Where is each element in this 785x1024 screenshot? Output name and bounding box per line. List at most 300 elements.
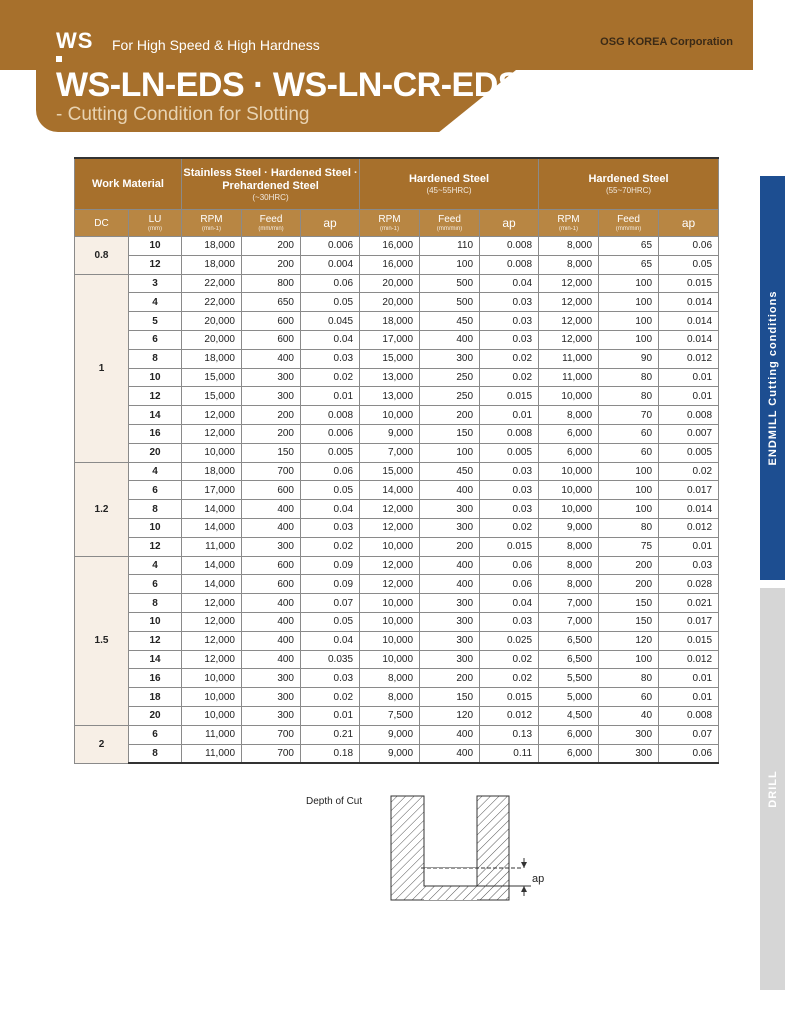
value-cell: 75 bbox=[599, 537, 659, 556]
lu-cell: 3 bbox=[129, 274, 182, 293]
value-cell: 20,000 bbox=[182, 312, 242, 331]
value-cell: 100 bbox=[599, 500, 659, 519]
value-cell: 400 bbox=[420, 744, 480, 763]
value-cell: 15,000 bbox=[360, 349, 420, 368]
value-cell: 120 bbox=[420, 706, 480, 725]
table-row bbox=[75, 725, 719, 744]
value-cell: 11,000 bbox=[182, 537, 242, 556]
value-cell: 10,000 bbox=[539, 387, 599, 406]
value-cell: 8,000 bbox=[539, 255, 599, 274]
col-header-lu: LU (mm) bbox=[129, 210, 182, 237]
value-cell: 12,000 bbox=[182, 650, 242, 669]
lu-cell: 12 bbox=[129, 631, 182, 650]
value-cell: 0.012 bbox=[659, 349, 719, 368]
table-row bbox=[75, 424, 719, 443]
value-cell: 0.21 bbox=[301, 725, 360, 744]
value-cell: 150 bbox=[420, 424, 480, 443]
value-cell: 0.01 bbox=[659, 688, 719, 707]
value-cell: 0.021 bbox=[659, 594, 719, 613]
value-cell: 14,000 bbox=[182, 556, 242, 575]
value-cell: 120 bbox=[599, 631, 659, 650]
lu-cell: 12 bbox=[129, 387, 182, 406]
value-cell: 0.03 bbox=[480, 481, 539, 500]
col-header-rpm: RPM (min-1) bbox=[182, 210, 242, 237]
value-cell: 14,000 bbox=[182, 518, 242, 537]
value-cell: 0.015 bbox=[659, 274, 719, 293]
value-cell: 0.11 bbox=[480, 744, 539, 763]
value-cell: 0.008 bbox=[659, 406, 719, 425]
value-cell: 10,000 bbox=[360, 594, 420, 613]
value-cell: 0.005 bbox=[301, 443, 360, 462]
value-cell: 300 bbox=[420, 349, 480, 368]
lu-cell: 14 bbox=[129, 406, 182, 425]
lu-cell: 10 bbox=[129, 368, 182, 387]
col-header-rpm: RPM (min-1) bbox=[360, 210, 420, 237]
value-cell: 100 bbox=[599, 293, 659, 312]
value-cell: 0.014 bbox=[659, 312, 719, 331]
value-cell: 600 bbox=[242, 556, 301, 575]
value-cell: 0.017 bbox=[659, 612, 719, 631]
value-cell: 0.01 bbox=[301, 387, 360, 406]
table-row bbox=[75, 293, 719, 312]
value-cell: 5,500 bbox=[539, 669, 599, 688]
value-cell: 0.015 bbox=[480, 688, 539, 707]
value-cell: 12,000 bbox=[539, 312, 599, 331]
value-cell: 0.07 bbox=[301, 594, 360, 613]
value-cell: 0.02 bbox=[480, 368, 539, 387]
value-cell: 200 bbox=[420, 537, 480, 556]
value-cell: 0.045 bbox=[301, 312, 360, 331]
group-header-2: Hardened Steel (45~55HRC) bbox=[360, 158, 539, 210]
value-cell: 0.03 bbox=[301, 669, 360, 688]
value-cell: 16,000 bbox=[360, 237, 420, 256]
value-cell: 8,000 bbox=[539, 575, 599, 594]
header-banner bbox=[0, 0, 753, 70]
lu-cell: 6 bbox=[129, 481, 182, 500]
value-cell: 17,000 bbox=[360, 330, 420, 349]
value-cell: 0.008 bbox=[480, 424, 539, 443]
value-cell: 13,000 bbox=[360, 368, 420, 387]
tab-endmill-cutting-conditions[interactable] bbox=[760, 176, 785, 580]
value-cell: 0.04 bbox=[301, 631, 360, 650]
value-cell: 400 bbox=[242, 612, 301, 631]
value-cell: 0.01 bbox=[659, 387, 719, 406]
value-cell: 0.06 bbox=[301, 462, 360, 481]
table-row bbox=[75, 255, 719, 274]
value-cell: 0.015 bbox=[480, 537, 539, 556]
corporation-name: OSG KOREA Corporation bbox=[600, 36, 733, 48]
value-cell: 9,000 bbox=[360, 744, 420, 763]
value-cell: 15,000 bbox=[182, 368, 242, 387]
lu-cell: 10 bbox=[129, 237, 182, 256]
value-cell: 300 bbox=[420, 650, 480, 669]
value-cell: 20,000 bbox=[360, 274, 420, 293]
value-cell: 0.017 bbox=[659, 481, 719, 500]
value-cell: 0.04 bbox=[301, 500, 360, 519]
value-cell: 15,000 bbox=[360, 462, 420, 481]
value-cell: 80 bbox=[599, 368, 659, 387]
value-cell: 0.03 bbox=[301, 349, 360, 368]
value-cell: 11,000 bbox=[539, 368, 599, 387]
value-cell: 600 bbox=[242, 481, 301, 500]
value-cell: 0.02 bbox=[301, 688, 360, 707]
value-cell: 10,000 bbox=[360, 650, 420, 669]
value-cell: 100 bbox=[599, 274, 659, 293]
value-cell: 0.004 bbox=[301, 255, 360, 274]
dc-cell: 1 bbox=[75, 274, 129, 462]
value-cell: 12,000 bbox=[360, 556, 420, 575]
value-cell: 10,000 bbox=[182, 669, 242, 688]
value-cell: 300 bbox=[420, 594, 480, 613]
value-cell: 5,000 bbox=[539, 688, 599, 707]
col-header-feed: Feed (mm/min) bbox=[599, 210, 659, 237]
value-cell: 0.028 bbox=[659, 575, 719, 594]
value-cell: 12,000 bbox=[360, 575, 420, 594]
value-cell: 18,000 bbox=[182, 349, 242, 368]
value-cell: 22,000 bbox=[182, 293, 242, 312]
value-cell: 12,000 bbox=[182, 424, 242, 443]
value-cell: 200 bbox=[242, 237, 301, 256]
value-cell: 14,000 bbox=[182, 500, 242, 519]
table-row bbox=[75, 237, 719, 256]
value-cell: 700 bbox=[242, 744, 301, 763]
table-row bbox=[75, 575, 719, 594]
lu-cell: 4 bbox=[129, 462, 182, 481]
value-cell: 65 bbox=[599, 255, 659, 274]
value-cell: 200 bbox=[242, 255, 301, 274]
tab-drill[interactable] bbox=[760, 588, 785, 990]
value-cell: 650 bbox=[242, 293, 301, 312]
value-cell: 100 bbox=[599, 330, 659, 349]
value-cell: 65 bbox=[599, 237, 659, 256]
value-cell: 12,000 bbox=[539, 274, 599, 293]
value-cell: 12,000 bbox=[360, 518, 420, 537]
value-cell: 0.006 bbox=[301, 237, 360, 256]
lu-cell: 18 bbox=[129, 688, 182, 707]
value-cell: 0.09 bbox=[301, 575, 360, 594]
lu-cell: 16 bbox=[129, 424, 182, 443]
table-row bbox=[75, 706, 719, 725]
value-cell: 80 bbox=[599, 518, 659, 537]
col-header-dc: DC bbox=[75, 210, 129, 237]
dc-cell: 2 bbox=[75, 725, 129, 763]
value-cell: 300 bbox=[242, 688, 301, 707]
value-cell: 400 bbox=[242, 349, 301, 368]
tab-drill-label: DRILL bbox=[766, 770, 779, 808]
value-cell: 10,000 bbox=[182, 706, 242, 725]
lu-cell: 10 bbox=[129, 612, 182, 631]
table-row bbox=[75, 594, 719, 613]
value-cell: 6,500 bbox=[539, 650, 599, 669]
value-cell: 0.01 bbox=[659, 537, 719, 556]
value-cell: 18,000 bbox=[182, 462, 242, 481]
lu-cell: 8 bbox=[129, 594, 182, 613]
value-cell: 12,000 bbox=[539, 330, 599, 349]
value-cell: 200 bbox=[599, 575, 659, 594]
value-cell: 150 bbox=[420, 688, 480, 707]
value-cell: 0.02 bbox=[480, 349, 539, 368]
value-cell: 0.014 bbox=[659, 293, 719, 312]
page-title: WS-LN-EDS · WS-LN-CR-EDS bbox=[56, 66, 520, 104]
table-row bbox=[75, 518, 719, 537]
value-cell: 0.03 bbox=[301, 518, 360, 537]
value-cell: 9,000 bbox=[360, 424, 420, 443]
depth-of-cut-diagram bbox=[386, 790, 561, 905]
value-cell: 200 bbox=[599, 556, 659, 575]
value-cell: 150 bbox=[242, 443, 301, 462]
lu-cell: 12 bbox=[129, 537, 182, 556]
value-cell: 0.012 bbox=[659, 518, 719, 537]
table-row bbox=[75, 406, 719, 425]
value-cell: 12,000 bbox=[182, 406, 242, 425]
value-cell: 200 bbox=[420, 406, 480, 425]
value-cell: 0.04 bbox=[480, 274, 539, 293]
value-cell: 7,000 bbox=[360, 443, 420, 462]
dc-cell: 1.2 bbox=[75, 462, 129, 556]
value-cell: 11,000 bbox=[182, 725, 242, 744]
value-cell: 80 bbox=[599, 387, 659, 406]
value-cell: 300 bbox=[599, 725, 659, 744]
col-header-ap: ap bbox=[301, 210, 360, 237]
lu-cell: 16 bbox=[129, 669, 182, 688]
value-cell: 10,000 bbox=[539, 481, 599, 500]
value-cell: 100 bbox=[599, 650, 659, 669]
value-cell: 10,000 bbox=[539, 500, 599, 519]
depth-of-cut-label: Depth of Cut bbox=[306, 796, 363, 807]
col-header-ap: ap bbox=[659, 210, 719, 237]
value-cell: 500 bbox=[420, 274, 480, 293]
value-cell: 450 bbox=[420, 312, 480, 331]
value-cell: 400 bbox=[242, 500, 301, 519]
value-cell: 22,000 bbox=[182, 274, 242, 293]
value-cell: 100 bbox=[599, 462, 659, 481]
value-cell: 0.01 bbox=[301, 706, 360, 725]
value-cell: 0.03 bbox=[480, 312, 539, 331]
value-cell: 0.03 bbox=[480, 462, 539, 481]
value-cell: 6,000 bbox=[539, 424, 599, 443]
lu-cell: 6 bbox=[129, 725, 182, 744]
table-row bbox=[75, 556, 719, 575]
value-cell: 0.05 bbox=[301, 293, 360, 312]
value-cell: 7,500 bbox=[360, 706, 420, 725]
lu-cell: 10 bbox=[129, 518, 182, 537]
value-cell: 0.008 bbox=[480, 255, 539, 274]
table-row bbox=[75, 312, 719, 331]
value-cell: 700 bbox=[242, 462, 301, 481]
table-row bbox=[75, 349, 719, 368]
value-cell: 300 bbox=[242, 387, 301, 406]
value-cell: 400 bbox=[242, 650, 301, 669]
table-row bbox=[75, 744, 719, 763]
tab-endmill-label: ENDMILL Cutting conditions bbox=[766, 290, 779, 466]
value-cell: 300 bbox=[242, 537, 301, 556]
value-cell: 0.05 bbox=[659, 255, 719, 274]
dc-cell: 1.5 bbox=[75, 556, 129, 725]
value-cell: 600 bbox=[242, 330, 301, 349]
table-row bbox=[75, 650, 719, 669]
value-cell: 12,000 bbox=[182, 631, 242, 650]
value-cell: 0.09 bbox=[301, 556, 360, 575]
col-header-feed: Feed (mm/min) bbox=[420, 210, 480, 237]
value-cell: 0.07 bbox=[659, 725, 719, 744]
lu-cell: 8 bbox=[129, 744, 182, 763]
value-cell: 0.02 bbox=[301, 537, 360, 556]
value-cell: 12,000 bbox=[182, 594, 242, 613]
value-cell: 150 bbox=[599, 612, 659, 631]
value-cell: 0.03 bbox=[480, 500, 539, 519]
col-header-feed: Feed (mm/min) bbox=[242, 210, 301, 237]
value-cell: 7,000 bbox=[539, 612, 599, 631]
value-cell: 0.06 bbox=[480, 556, 539, 575]
group-header-1: Stainless Steel · Hardened Steel · Prehardened Steel (~30HRC) bbox=[182, 158, 360, 210]
value-cell: 0.02 bbox=[301, 368, 360, 387]
value-cell: 11,000 bbox=[182, 744, 242, 763]
lu-cell: 14 bbox=[129, 650, 182, 669]
value-cell: 400 bbox=[242, 631, 301, 650]
value-cell: 14,000 bbox=[360, 481, 420, 500]
value-cell: 0.02 bbox=[480, 669, 539, 688]
value-cell: 300 bbox=[242, 706, 301, 725]
value-cell: 0.015 bbox=[659, 631, 719, 650]
value-cell: 0.04 bbox=[301, 330, 360, 349]
value-cell: 450 bbox=[420, 462, 480, 481]
value-cell: 6,500 bbox=[539, 631, 599, 650]
col-header-ap: ap bbox=[480, 210, 539, 237]
value-cell: 18,000 bbox=[182, 237, 242, 256]
value-cell: 300 bbox=[242, 368, 301, 387]
table-row bbox=[75, 481, 719, 500]
value-cell: 16,000 bbox=[360, 255, 420, 274]
value-cell: 18,000 bbox=[182, 255, 242, 274]
value-cell: 11,000 bbox=[539, 349, 599, 368]
value-cell: 70 bbox=[599, 406, 659, 425]
value-cell: 0.03 bbox=[480, 330, 539, 349]
value-cell: 400 bbox=[420, 481, 480, 500]
lu-cell: 4 bbox=[129, 293, 182, 312]
value-cell: 400 bbox=[420, 556, 480, 575]
value-cell: 10,000 bbox=[360, 631, 420, 650]
value-cell: 0.007 bbox=[659, 424, 719, 443]
value-cell: 10,000 bbox=[539, 462, 599, 481]
value-cell: 0.008 bbox=[659, 706, 719, 725]
value-cell: 12,000 bbox=[539, 293, 599, 312]
value-cell: 600 bbox=[242, 575, 301, 594]
value-cell: 10,000 bbox=[360, 612, 420, 631]
value-cell: 15,000 bbox=[182, 387, 242, 406]
table-row bbox=[75, 537, 719, 556]
group-header-3: Hardened Steel (55~70HRC) bbox=[539, 158, 719, 210]
value-cell: 0.01 bbox=[659, 669, 719, 688]
value-cell: 12,000 bbox=[182, 612, 242, 631]
value-cell: 8,000 bbox=[360, 688, 420, 707]
value-cell: 0.025 bbox=[480, 631, 539, 650]
value-cell: 0.06 bbox=[659, 744, 719, 763]
value-cell: 0.13 bbox=[480, 725, 539, 744]
value-cell: 150 bbox=[599, 594, 659, 613]
value-cell: 250 bbox=[420, 368, 480, 387]
value-cell: 0.03 bbox=[480, 293, 539, 312]
value-cell: 0.02 bbox=[659, 462, 719, 481]
value-cell: 10,000 bbox=[360, 537, 420, 556]
value-cell: 17,000 bbox=[182, 481, 242, 500]
table-body bbox=[75, 237, 719, 764]
value-cell: 100 bbox=[420, 443, 480, 462]
dc-cell: 0.8 bbox=[75, 237, 129, 275]
ap-label: ap bbox=[532, 873, 545, 885]
value-cell: 400 bbox=[242, 594, 301, 613]
value-cell: 18,000 bbox=[360, 312, 420, 331]
value-cell: 100 bbox=[420, 255, 480, 274]
value-cell: 110 bbox=[420, 237, 480, 256]
lu-cell: 20 bbox=[129, 706, 182, 725]
value-cell: 0.18 bbox=[301, 744, 360, 763]
value-cell: 800 bbox=[242, 274, 301, 293]
value-cell: 8,000 bbox=[539, 556, 599, 575]
value-cell: 0.02 bbox=[480, 518, 539, 537]
table-row bbox=[75, 669, 719, 688]
value-cell: 10,000 bbox=[182, 443, 242, 462]
value-cell: 14,000 bbox=[182, 575, 242, 594]
value-cell: 0.005 bbox=[659, 443, 719, 462]
value-cell: 300 bbox=[420, 518, 480, 537]
value-cell: 700 bbox=[242, 725, 301, 744]
value-cell: 300 bbox=[420, 500, 480, 519]
value-cell: 12,000 bbox=[360, 500, 420, 519]
value-cell: 0.012 bbox=[480, 706, 539, 725]
brand-dot bbox=[56, 56, 62, 62]
value-cell: 200 bbox=[242, 424, 301, 443]
table-row bbox=[75, 631, 719, 650]
table-row bbox=[75, 368, 719, 387]
value-cell: 300 bbox=[599, 744, 659, 763]
value-cell: 200 bbox=[420, 669, 480, 688]
value-cell: 0.06 bbox=[659, 237, 719, 256]
table-row bbox=[75, 443, 719, 462]
value-cell: 400 bbox=[242, 518, 301, 537]
value-cell: 500 bbox=[420, 293, 480, 312]
table-row bbox=[75, 612, 719, 631]
value-cell: 0.008 bbox=[480, 237, 539, 256]
table-row bbox=[75, 387, 719, 406]
brand-logo: WS bbox=[56, 28, 94, 53]
cutting-condition-table bbox=[74, 157, 719, 764]
value-cell: 400 bbox=[420, 330, 480, 349]
lu-cell: 4 bbox=[129, 556, 182, 575]
value-cell: 6,000 bbox=[539, 725, 599, 744]
value-cell: 0.01 bbox=[480, 406, 539, 425]
page-subtitle: - Cutting Condition for Slotting bbox=[56, 104, 310, 125]
value-cell: 0.035 bbox=[301, 650, 360, 669]
value-cell: 300 bbox=[420, 612, 480, 631]
value-cell: 0.01 bbox=[659, 368, 719, 387]
value-cell: 8,000 bbox=[539, 406, 599, 425]
value-cell: 400 bbox=[420, 725, 480, 744]
value-cell: 4,500 bbox=[539, 706, 599, 725]
value-cell: 60 bbox=[599, 424, 659, 443]
value-cell: 0.05 bbox=[301, 612, 360, 631]
table-row bbox=[75, 462, 719, 481]
value-cell: 100 bbox=[599, 312, 659, 331]
value-cell: 8,000 bbox=[539, 537, 599, 556]
value-cell: 8,000 bbox=[539, 237, 599, 256]
value-cell: 8,000 bbox=[360, 669, 420, 688]
table-row bbox=[75, 330, 719, 349]
value-cell: 10,000 bbox=[182, 688, 242, 707]
value-cell: 0.06 bbox=[301, 274, 360, 293]
value-cell: 6,000 bbox=[539, 744, 599, 763]
value-cell: 0.014 bbox=[659, 330, 719, 349]
tagline: For High Speed & High Hardness bbox=[112, 37, 320, 53]
